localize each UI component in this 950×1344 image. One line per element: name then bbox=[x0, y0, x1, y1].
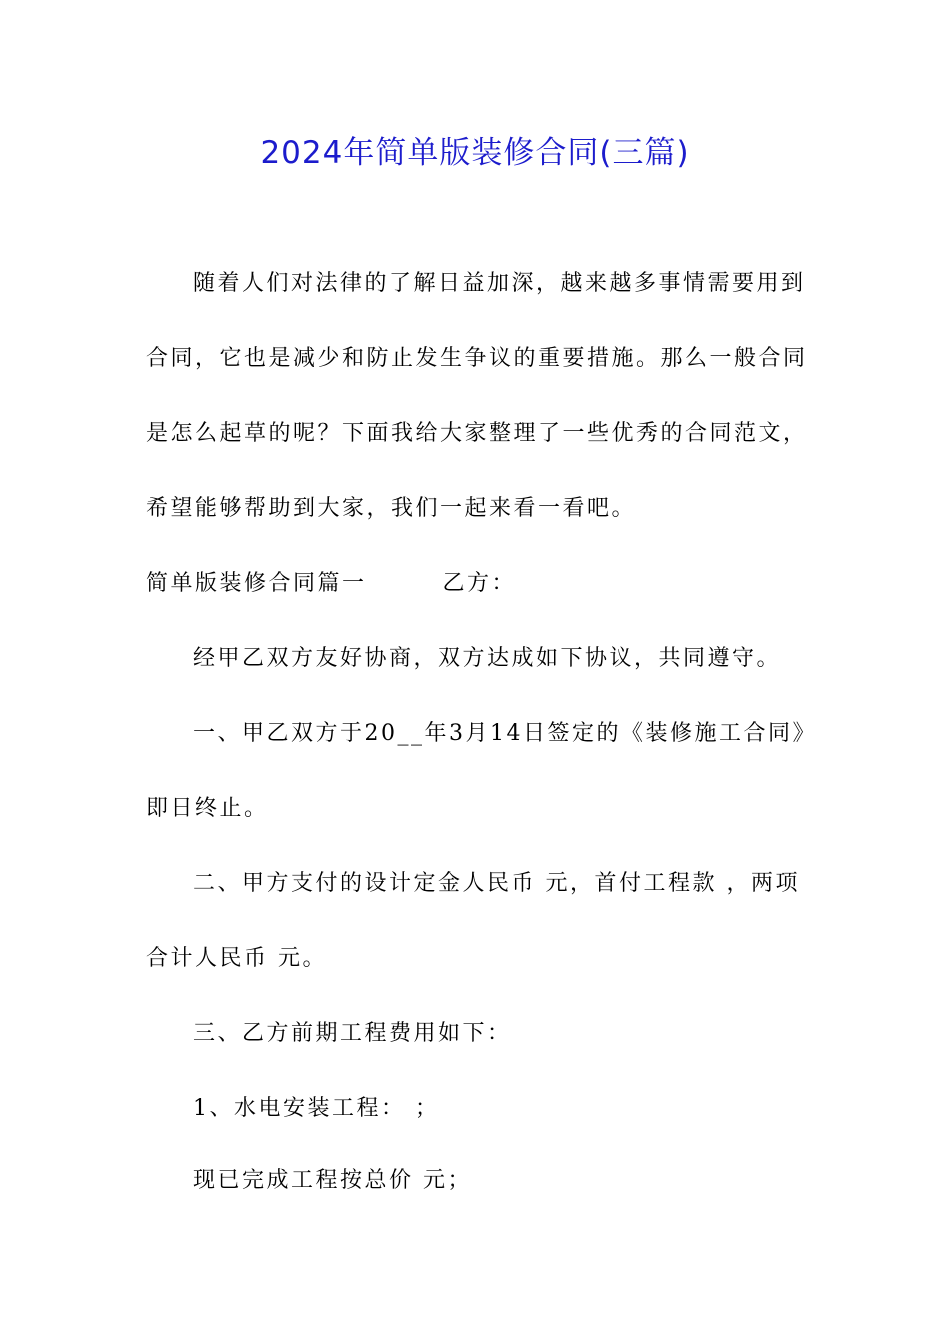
paragraph-line: 1、水电安装工程： ； bbox=[193, 1096, 440, 1121]
paragraph-line: 经甲乙双方友好协商，双方达成如下协议，共同遵守。 bbox=[193, 646, 782, 671]
paragraph-line: 现已完成工程按总价 元； bbox=[193, 1168, 472, 1193]
paragraph-line: 希望能够帮助到大家，我们一起来看一看吧。 bbox=[146, 496, 637, 521]
paragraph-line: 即日终止。 bbox=[146, 796, 269, 821]
paragraph-line: 一、甲乙双方于20__年3月14日签定的《装修施工合同》 bbox=[193, 721, 817, 746]
section-heading: 简单版装修合同篇一 乙方： bbox=[146, 571, 516, 596]
paragraph-line: 三、乙方前期工程费用如下： bbox=[193, 1021, 512, 1046]
paragraph-line: 随着人们对法律的了解日益加深，越来越多事情需要用到 bbox=[193, 271, 806, 296]
paragraph-line: 合同，它也是减少和防止发生争议的重要措施。那么一般合同 bbox=[146, 346, 808, 371]
paragraph-line: 是怎么起草的呢？下面我给大家整理了一些优秀的合同范文， bbox=[146, 421, 808, 446]
document-title: 2024年简单版装修合同(三篇) bbox=[260, 135, 690, 171]
paragraph-line: 合计人民币 元。 bbox=[146, 946, 327, 971]
paragraph-line: 二、甲方支付的设计定金人民币 元，首付工程款 ，两项 bbox=[193, 871, 800, 896]
